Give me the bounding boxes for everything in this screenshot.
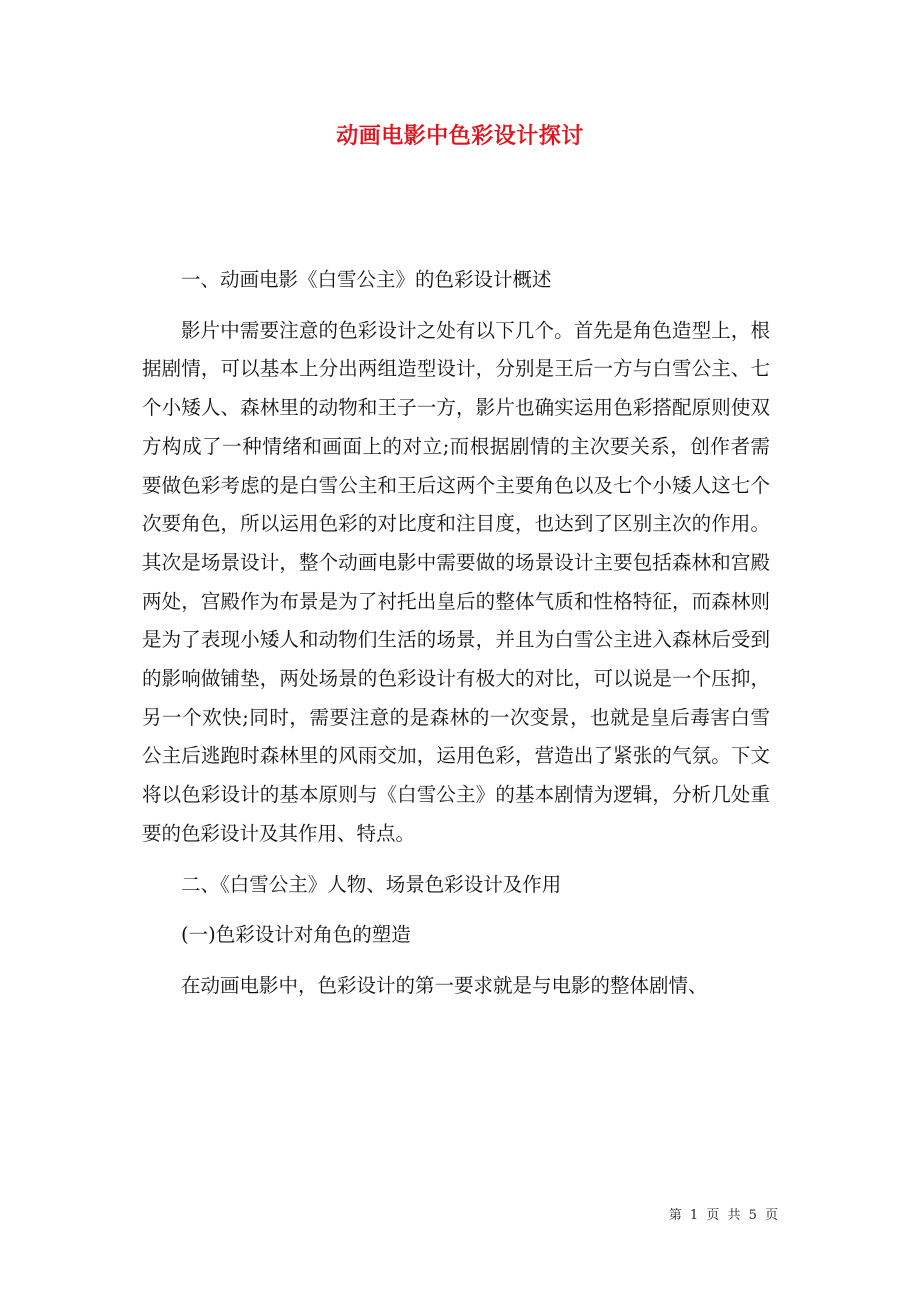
section-heading-2: 二、《白雪公主》人物、场景色彩设计及作用 [181,872,562,896]
body-paragraph-1: 影片中需要注意的色彩设计之处有以下几个。首先是角色造型上，根据剧情，可以基本上分出两组造型设计，分别是王后一方与白雪公主、七个小矮人、森林里的动物和王子一方，影片也确实运用色彩搭配原则使双方构成了一种情绪和画面上的对立;而根据剧情的主次要关系，创作者需要做色彩考虑的是白雪公主和王后这两个主要角色以及七个小矮人这七个次要角色，所以运用色彩的对比度和注目度，也达到了区别主次的作用。其次是场景设计，整个动画电影中需要做的场景设计主要包括森林和宫殿两处，宫殿作为布景是为了衬托出皇后的整体气质和性格特征，而森林则是为了表现小矮人和动物们生活的场景，并且为白雪公主进入森林后受到的影响做铺垫，两处场景的色彩设计有极大的对比，可以说是一个压抑，另一个欢快;同时，需要注意的是森林的一次变景，也就是皇后毒害白雪公主后逃跑时森林里的风雨交加，运用色彩，营造出了紧张的气氛。下文将以色彩设计的基本原则与《白雪公主》的基本剧情为逻辑，分析几处重要的色彩设计及其作用、特点。 [142,318,770,845]
document-body [142,261,770,1006]
document-title: 动画电影中色彩设计探讨 [336,123,584,149]
page-number-footer: 第 1 页 共 5 页 [668,1208,780,1223]
section-heading-1: 一、动画电影《白雪公主》的色彩设计概述 [181,268,552,291]
subsection-heading-1: (一)色彩设计对角色的塑造 [181,923,411,947]
body-paragraph-2: 在动画电影中，色彩设计的第一要求就是与电影的整体剧情、 [181,973,708,997]
